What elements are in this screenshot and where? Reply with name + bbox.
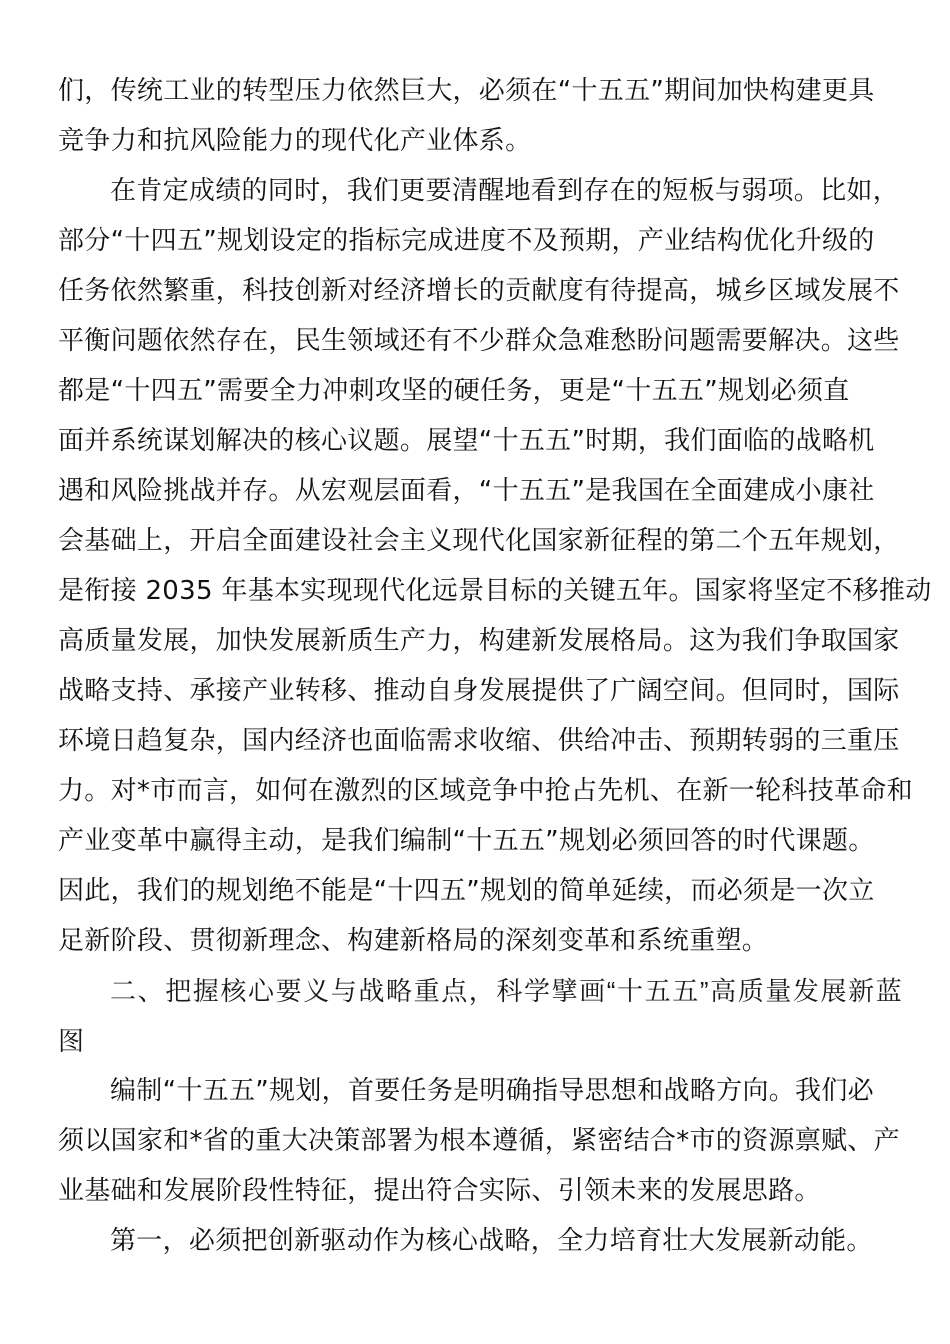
paragraph-start-line: 在肯定成绩的同时，我们更要清醒地看到存在的短板与弱项。比如， <box>110 176 900 206</box>
text-line: 部分“十四五”规划设定的指标完成进度不及预期，产业结构优化升级的 <box>58 226 875 256</box>
paragraph-start-line: 编制“十五五”规划，首要任务是明确指导思想和战略方向。我们必 <box>110 1076 874 1106</box>
text-line: 因此，我们的规划绝不能是“十四五”规划的简单延续，而必须是一次立 <box>58 876 875 906</box>
text-line: 平衡问题依然存在，民生领域还有不少群众急难愁盼问题需要解决。这些 <box>58 326 900 356</box>
text-line: 们，传统工业的转型压力依然巨大，必须在“十五五”期间加快构建更具 <box>58 76 875 106</box>
text-line: 力。对*市而言，如何在激烈的区域竞争中抢占先机、在新一轮科技革命和 <box>58 776 913 806</box>
section-heading-line: 图 <box>58 1026 86 1056</box>
text-line: 须以国家和*省的重大决策部署为根本遵循，紧密结合*市的资源禀赋、产 <box>58 1126 900 1156</box>
text-line: 都是“十四五”需要全力冲刺攻坚的硬任务，更是“十五五”规划必须直 <box>58 376 850 406</box>
text-line: 是衔接 2035 年基本实现现代化远景目标的关键五年。国家将坚定不移推动 <box>58 576 932 606</box>
text-line: 战略支持、承接产业转移、推动自身发展提供了广阔空间。但同时，国际 <box>58 676 900 706</box>
text-line: 任务依然繁重，科技创新对经济增长的贡献度有待提高，城乡区域发展不 <box>58 276 900 306</box>
paragraph-start-line: 第一，必须把创新驱动作为核心战略，全力培育壮大发展新动能。 <box>110 1226 873 1256</box>
section-heading-line: 二、把握核心要义与战略重点，科学擘画“十五五”高质量发展新蓝 <box>110 976 904 1006</box>
text-line: 业基础和发展阶段性特征，提出符合实际、引领未来的发展思路。 <box>58 1176 821 1206</box>
text-line: 高质量发展，加快发展新质生产力，构建新发展格局。这为我们争取国家 <box>58 626 900 656</box>
text-line: 环境日趋复杂，国内经济也面临需求收缩、供给冲击、预期转弱的三重压 <box>58 726 900 756</box>
document-body <box>58 66 932 1266</box>
text-line: 面并系统谋划解决的核心议题。展望“十五五”时期，我们面临的战略机 <box>58 426 875 456</box>
text-line: 会基础上，开启全面建设社会主义现代化国家新征程的第二个五年规划， <box>58 526 900 556</box>
text-line: 产业变革中赢得主动，是我们编制“十五五”规划必须回答的时代课题。 <box>58 826 875 856</box>
text-line: 竞争力和抗风险能力的现代化产业体系。 <box>58 126 532 156</box>
text-line: 遇和风险挑战并存。从宏观层面看，“十五五”是我国在全面建成小康社 <box>58 476 875 506</box>
text-line: 足新阶段、贯彻新理念、构建新格局的深刻变革和系统重塑。 <box>58 926 769 956</box>
